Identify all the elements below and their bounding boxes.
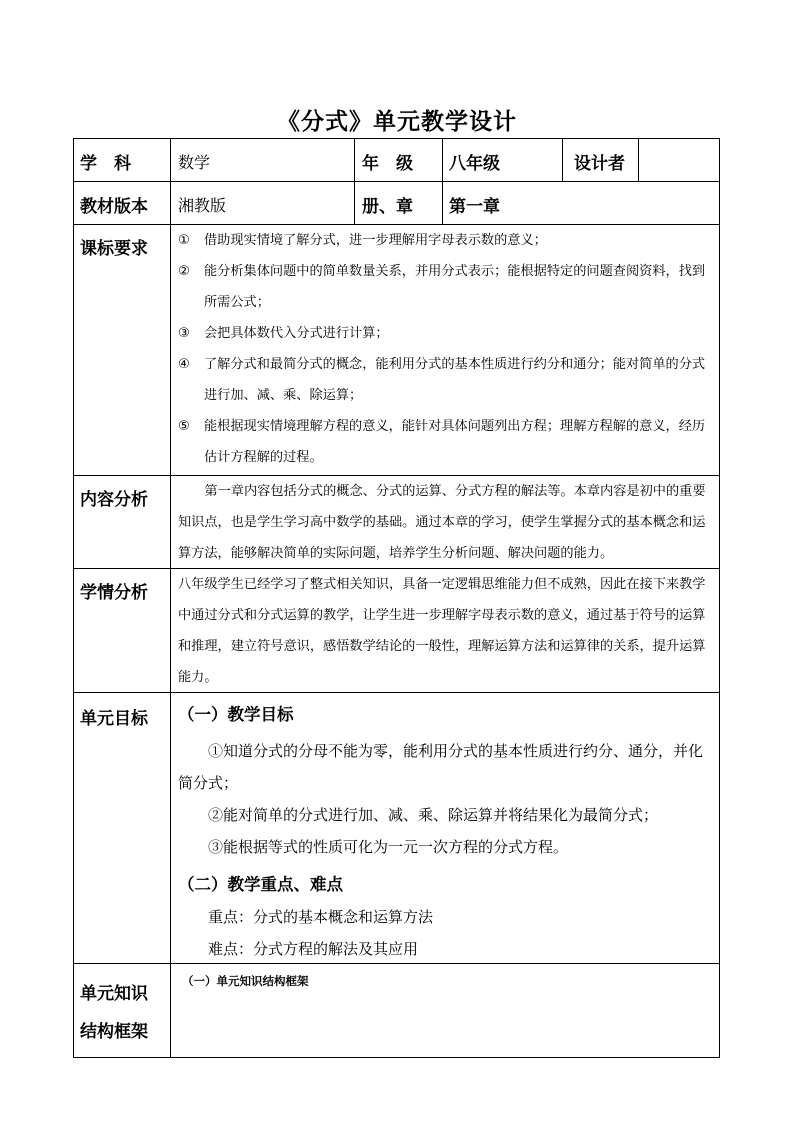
grade-value: 八年级 xyxy=(449,154,500,174)
row-unit-goals xyxy=(73,692,720,963)
curriculum-item: ① 借助现实情境了解分式，进一步理解用字母表示数的意义； xyxy=(178,233,547,248)
content-analysis-text: 第一章内容包括分式的概念、分式的运算、分式方程的解法等。本章内容是初中的重要知识点，也是学生学习高中数学的基础。通过本章的学习，使学生掌握分式的基本概念和运算方法，能够解决简单的实际问题，培养学生分析问题、解决问题的能力。 xyxy=(178,484,706,561)
row-curriculum xyxy=(73,224,720,475)
chapter-label: 册、章 xyxy=(362,197,413,217)
edition-label: 教材版本 xyxy=(80,197,148,217)
key-heading: （二）教学重点、难点 xyxy=(178,875,343,894)
unit-goals-label: 单元目标 xyxy=(80,709,148,729)
grade-label: 年 级 xyxy=(362,154,413,174)
student-analysis-label: 学情分析 xyxy=(80,583,148,603)
curriculum-list xyxy=(178,225,713,475)
curriculum-item: ② 能分析集体问题中的简单数量关系，并用分式表示；能根据特定的问题查阅资料，找到所需公式； xyxy=(178,264,706,310)
curriculum-item: ③ 会把具体数代入分式进行计算； xyxy=(178,326,389,341)
row-student-analysis xyxy=(73,568,720,692)
chapter-value: 第一章 xyxy=(449,197,500,217)
curriculum-item: ④ 了解分式和最简分式的概念，能利用分式的基本性质进行约分和通分；能对简单的分式进行加、减、乘、除运算； xyxy=(178,357,706,403)
goals-heading: （一）教学目标 xyxy=(178,705,294,724)
designer-label: 设计者 xyxy=(574,154,625,174)
student-analysis-text: 八年级学生已经学习了整式相关知识，具备一定逻辑思维能力但不成熟，因此在接下来教学中通过分式和分式运算的教学，让学生进一步理解字母表示数的意义，通过基于符号的运算和推理，建立符号意识，感悟数学结论的一般性，理解运算方法和运算律的关系，提升运算能力。 xyxy=(178,577,706,685)
goal-item: ①知道分式的分母不能为零，能利用分式的基本性质进行约分、通分，并化简分式； xyxy=(178,742,704,792)
framework-heading: （一）单元知识结构框架 xyxy=(182,974,309,988)
row-edition xyxy=(73,181,720,224)
row-framework xyxy=(73,963,720,1058)
edition-value: 湘教版 xyxy=(178,196,227,215)
row-subject xyxy=(73,138,720,181)
curriculum-item: ⑤ 能根据现实情境理解方程的意义，能针对具体问题列出方程；理解方程解的意义，经历估计方程解的过程。 xyxy=(178,419,706,465)
framework-label-line1: 单元知识 xyxy=(80,984,148,1004)
subject-label: 学 科 xyxy=(80,154,131,174)
row-content-analysis xyxy=(73,475,720,568)
subject-value: 数学 xyxy=(178,153,211,172)
goal-item: ②能对简单的分式进行加、减、乘、除运算并将结果化为最简分式； xyxy=(208,806,659,824)
curriculum-label: 课标要求 xyxy=(80,239,148,259)
key-point: 重点：分式的基本概念和运算方法 xyxy=(208,908,434,926)
page-title: 《分式》单元教学设计 xyxy=(277,108,517,135)
framework-label xyxy=(80,975,148,1057)
unit-goals-content xyxy=(178,701,713,963)
goal-item: ③能根据等式的性质可化为一元一次方程的分式方程。 xyxy=(208,838,569,856)
framework-label-line2: 结构框架 xyxy=(80,1022,148,1042)
content-analysis-label: 内容分析 xyxy=(80,490,148,510)
difficult-point: 难点：分式方程的解法及其应用 xyxy=(208,940,419,958)
